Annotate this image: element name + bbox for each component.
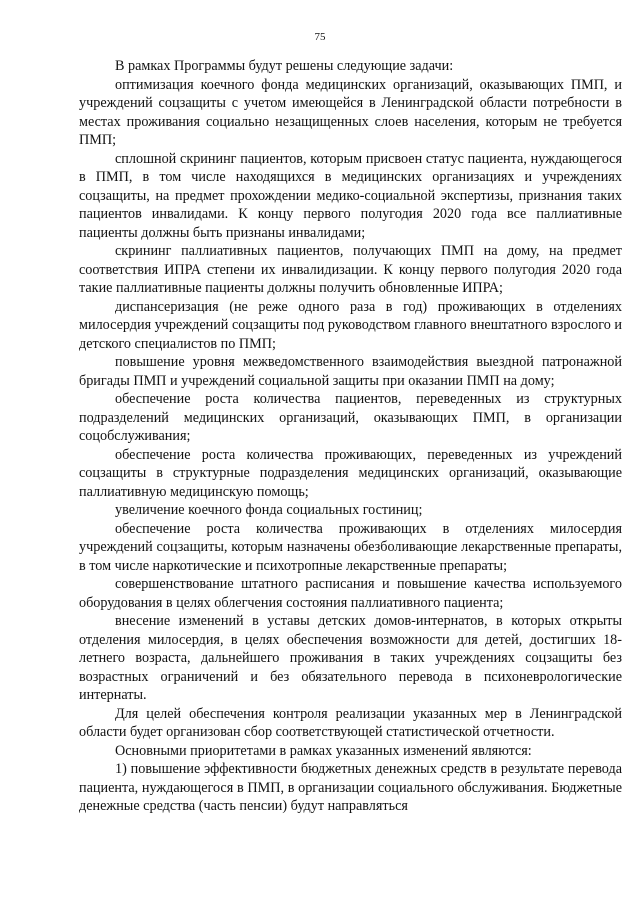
paragraph: сплошной скрининг пациентов, которым присвоен статус пациента, нуждающегося в ПМП, в том числе находящихся в медицинских организациях и учреждениях соцзащиты, на предмет прохождении медико-социальной экспертизы, признания таких пациентов инвалидами. К концу первого полугодия 2020 года все паллиативные пациенты должны быть признаны инвалидами; bbox=[79, 150, 622, 241]
paragraph: обеспечение роста количества проживающих в отделениях милосердия учреждений соцзащиты, которым назначены обезболивающие лекарственные препараты, в том числе наркотические и психотропные лекарственные препараты; bbox=[79, 520, 622, 574]
paragraph: Основными приоритетами в рамках указанных изменений являются: bbox=[115, 742, 532, 759]
paragraph: оптимизация коечного фонда медицинских организаций, оказывающих ПМП, и учреждений соцзащиты с учетом имеющейся в Ленинградской области потребности в местах проживания социально незащищенных слоев населения, которым не требуется ПМП; bbox=[79, 76, 622, 148]
paragraph: внесение изменений в уставы детских домов-интернатов, в которых открыты отделения милосердия, в целях обеспечения возможности для детей, достигших 18-летнего возраста, дальнейшего проживания в таких учреждениях соцзащиты без возрастных ограничений и без обязательного перевода в психоневрологические интернаты. bbox=[79, 613, 622, 703]
paragraph: обеспечение роста количества пациентов, переведенных из структурных подразделений медицинских организаций, оказывающих ПМП, в организации соцобслуживания; bbox=[79, 391, 622, 444]
paragraph: совершенствование штатного расписания и повышение качества используемого оборудования в целях облегчения состояния паллиативного пациента; bbox=[79, 576, 622, 611]
paragraph: повышение уровня межведомственного взаимодействия выездной патронажной бригады ПМП и учреждений социальной защиты при оказании ПМП на дому; bbox=[79, 354, 622, 389]
paragraph: обеспечение роста количества проживающих, переведенных из учреждений соцзащиты в структурные подразделения медицинских организаций, оказывающие паллиативную медицинскую помощь; bbox=[79, 446, 622, 500]
page-number: 75 bbox=[314, 31, 326, 43]
paragraph: диспансеризация (не реже одного раза в год) проживающих в отделениях милосердия учреждений соцзащиты под руководством главного внештатного взрослого и детского специалистов по ПМП; bbox=[79, 298, 622, 352]
paragraph: скрининг паллиативных пациентов, получающих ПМП на дому, на предмет соответствия ИПРА степени их инвалидизации. К концу первого полугодия 2020 года такие паллиативные пациенты должны получить обновленные ИПРА; bbox=[79, 243, 622, 296]
paragraph: Для целей обеспечения контроля реализации указанных мер в Ленинградской области будет организован сбор соответствующей статистической отчетности. bbox=[79, 705, 622, 740]
paragraph: 1) повышение эффективности бюджетных денежных средств в результате перевода пациента, нуждающегося в ПМП, в организации социального обслуживания. Бюджетные денежные средства (часть пенсии) будут направляться bbox=[79, 761, 622, 814]
paragraph: В рамках Программы будут решены следующие задачи: bbox=[115, 58, 454, 74]
body-text bbox=[79, 57, 622, 816]
paragraph: увеличение коечного фонда социальных гостиниц; bbox=[115, 502, 423, 518]
